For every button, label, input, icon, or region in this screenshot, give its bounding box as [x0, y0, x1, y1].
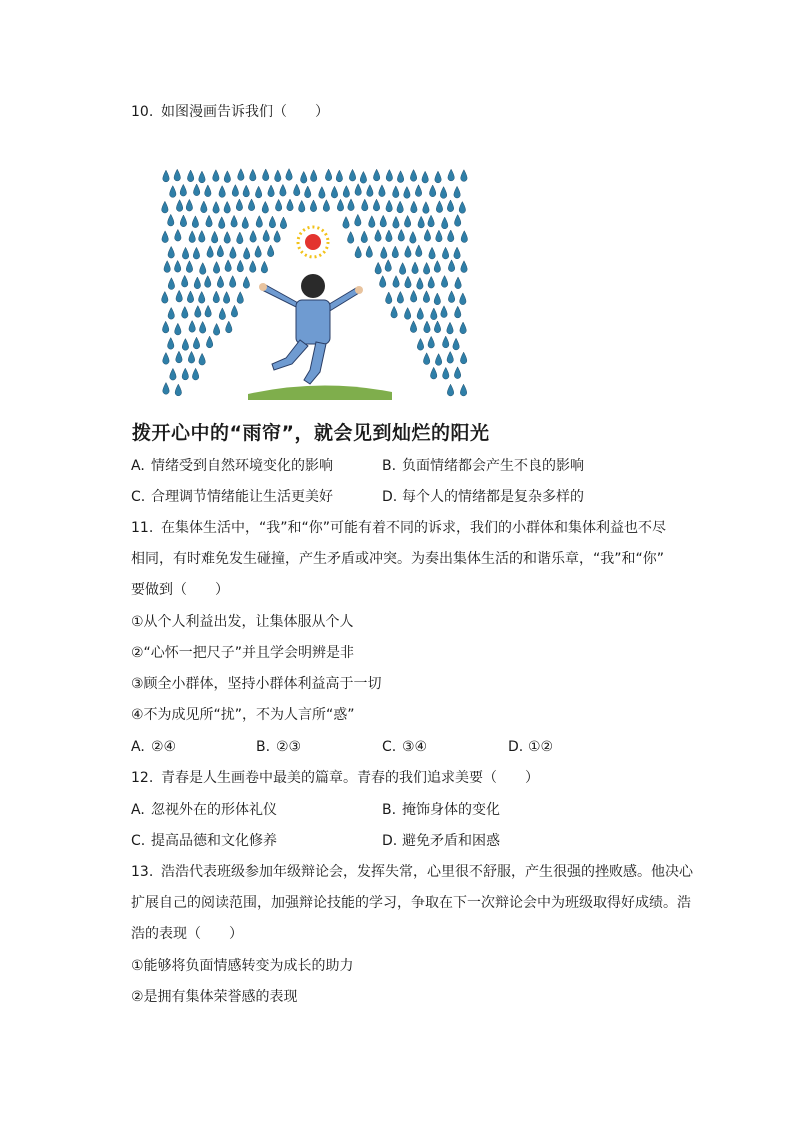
- raindrop: [337, 199, 343, 211]
- raindrop: [175, 229, 181, 241]
- option-text: ③④: [402, 739, 428, 755]
- raindrop: [423, 353, 429, 365]
- raindrop: [199, 353, 205, 365]
- q11-option-b[interactable]: [256, 737, 301, 757]
- raindrop: [448, 291, 454, 303]
- raindrop: [440, 187, 446, 199]
- raindrop: [217, 245, 223, 257]
- q12-option-d[interactable]: [382, 831, 500, 851]
- raindrop: [424, 229, 430, 241]
- raindrop: [386, 292, 392, 304]
- raindrop: [238, 169, 244, 181]
- q10-option-b[interactable]: [382, 456, 584, 476]
- raindrop: [187, 170, 193, 182]
- raindrop: [310, 170, 316, 182]
- raindrop: [232, 185, 238, 197]
- raindrop: [410, 290, 416, 302]
- raindrop: [369, 216, 375, 228]
- raindrop: [404, 308, 410, 320]
- raindrop: [231, 305, 237, 317]
- raindrop: [263, 230, 269, 242]
- option-label: B.: [382, 458, 397, 474]
- raindrop: [386, 200, 392, 212]
- cartoon-caption: 拨开心中的“雨帘”，就会见到灿烂的阳光: [132, 422, 490, 444]
- raindrop: [255, 246, 261, 258]
- raindrop: [349, 169, 355, 181]
- raindrop: [162, 291, 168, 303]
- q13-statement-1: ①能够将负面情感转变为成长的助力: [131, 958, 354, 974]
- raindrop: [355, 184, 361, 196]
- raindrop: [461, 170, 467, 182]
- raindrop: [323, 200, 329, 212]
- raindrop: [168, 307, 174, 319]
- raindrop: [455, 277, 461, 289]
- raindrop: [170, 186, 176, 198]
- option-label: C.: [131, 489, 146, 505]
- raindrop: [418, 216, 424, 228]
- raindrop: [428, 276, 434, 288]
- raindrop: [236, 199, 242, 211]
- raindrop: [213, 262, 219, 274]
- raindrop: [219, 217, 225, 229]
- raindrop: [447, 351, 453, 363]
- q11-statement-2: ②“心怀一把尺子”并且学会明辨是非: [131, 645, 355, 661]
- raindrop: [194, 277, 200, 289]
- raindrop: [448, 169, 454, 181]
- raindrop: [181, 275, 187, 287]
- raindrop: [224, 232, 230, 244]
- jumping-man-figure: [259, 274, 363, 384]
- q11-stem-line-1: [131, 518, 666, 538]
- raindrop: [460, 384, 466, 396]
- q13-statement-2: ②是拥有集体荣誉感的表现: [131, 989, 298, 1005]
- raindrop: [404, 215, 410, 227]
- raindrop: [441, 306, 447, 318]
- raindrop: [423, 202, 429, 214]
- q10-option-c[interactable]: [131, 487, 333, 507]
- raindrop: [381, 247, 387, 259]
- option-label: C.: [382, 739, 397, 755]
- option-text: 负面情绪都会产生不良的影响: [402, 458, 584, 474]
- raindrop: [176, 200, 182, 212]
- option-label: A.: [131, 739, 145, 755]
- raindrop: [385, 260, 391, 272]
- option-text: ①②: [528, 739, 554, 755]
- raindrop: [415, 185, 421, 197]
- option-label: B.: [382, 802, 397, 818]
- option-text: 情绪受到自然环境变化的影响: [151, 458, 333, 474]
- q11-number: 11.: [131, 520, 154, 536]
- raindrop: [256, 216, 262, 228]
- raindrop: [301, 171, 307, 183]
- raindrop: [205, 305, 211, 317]
- raindrop: [206, 215, 212, 227]
- raindrop: [180, 184, 186, 196]
- q10-option-a[interactable]: [131, 456, 333, 476]
- raindrop: [431, 308, 437, 320]
- raindrop: [243, 276, 249, 288]
- raindrop: [343, 217, 349, 229]
- option-label: D.: [382, 833, 398, 849]
- raindrop: [460, 293, 466, 305]
- raindrop: [219, 308, 225, 320]
- raindrop: [168, 246, 174, 258]
- raindrop: [454, 247, 460, 259]
- raindrop: [189, 231, 195, 243]
- raindrop: [393, 186, 399, 198]
- raindrop: [360, 171, 366, 183]
- raindrop: [213, 202, 219, 214]
- raindrop: [310, 200, 316, 212]
- raindrop: [380, 215, 386, 227]
- q11-option-a[interactable]: [131, 737, 176, 757]
- raindrop: [225, 260, 231, 272]
- raindrop: [392, 246, 398, 258]
- raindrop: [199, 321, 205, 333]
- raindrop: [410, 231, 416, 243]
- raindrop: [399, 263, 405, 275]
- raindrop: [325, 169, 331, 181]
- raindrop: [460, 322, 466, 334]
- raindrop: [192, 216, 198, 228]
- rain-curtain-cartoon: [160, 166, 472, 400]
- raindrop: [443, 367, 449, 379]
- raindrop: [250, 169, 256, 181]
- option-label: A.: [131, 458, 145, 474]
- raindrop: [205, 185, 211, 197]
- raindrop: [267, 245, 273, 257]
- raindrop: [386, 169, 392, 181]
- raindrop: [269, 216, 275, 228]
- raindrop: [193, 337, 199, 349]
- raindrop: [411, 201, 417, 213]
- q12-option-a[interactable]: [131, 800, 277, 820]
- raindrop: [180, 215, 186, 227]
- raindrop: [207, 246, 213, 258]
- raindrop: [217, 276, 223, 288]
- q11-stem-line-2: 相同，有时难免发生碰撞，产生矛盾或冲突。为奏出集体生活的和谐乐章，“我”和“你”: [131, 551, 665, 567]
- raindrop: [213, 291, 219, 303]
- raindrop: [162, 321, 168, 333]
- raindrop: [442, 336, 448, 348]
- raindrop: [447, 322, 453, 334]
- raindrop: [393, 276, 399, 288]
- raindrop: [454, 186, 460, 198]
- q13-stem-text: 浩浩代表班级参加年级辩论会，发挥失常，心里很不舒服，产生很强的挫败感。他决心: [161, 864, 693, 880]
- raindrop: [428, 215, 434, 227]
- raindrop: [429, 247, 435, 259]
- raindrop: [199, 291, 205, 303]
- raindrop: [229, 276, 235, 288]
- raindrop: [459, 202, 465, 214]
- raindrop: [361, 231, 367, 243]
- raindrop: [429, 185, 435, 197]
- raindrop: [162, 201, 168, 213]
- raindrop: [299, 200, 305, 212]
- option-text: 提高品德和文化修养: [151, 833, 277, 849]
- raindrop: [199, 171, 205, 183]
- q10-stem-text: 如图漫画告诉我们（ ）: [161, 104, 329, 120]
- raindrop: [176, 351, 182, 363]
- raindrop: [347, 232, 353, 244]
- raindrop: [176, 290, 182, 302]
- raindrop: [375, 262, 381, 274]
- raindrop: [201, 201, 207, 213]
- raindrop: [348, 199, 354, 211]
- raindrop: [436, 201, 442, 213]
- raindrop: [224, 171, 230, 183]
- raindrop: [331, 186, 337, 198]
- raindrop: [193, 247, 199, 259]
- raindrop: [455, 306, 461, 318]
- raindrop: [224, 201, 230, 213]
- raindrop: [275, 170, 281, 182]
- q10-number: 10.: [131, 104, 154, 120]
- raindrop: [261, 261, 267, 273]
- raindrop: [367, 185, 373, 197]
- raindrop: [417, 277, 423, 289]
- raindrop: [189, 321, 195, 333]
- raindrop: [200, 263, 206, 275]
- option-text: 避免矛盾和困惑: [402, 833, 500, 849]
- q11-statement-1: ①从个人利益出发，让集体服从个人: [131, 614, 354, 630]
- raindrop: [163, 353, 169, 365]
- raindrop: [355, 214, 361, 226]
- raindrop: [192, 368, 198, 380]
- raindrop: [434, 321, 440, 333]
- raindrop: [237, 292, 243, 304]
- raindrop: [174, 169, 180, 181]
- option-label: D.: [382, 489, 398, 505]
- raindrop: [186, 261, 192, 273]
- raindrop: [305, 186, 311, 198]
- raindrop: [280, 184, 286, 196]
- q12-stem-text: 青春是人生画卷中最美的篇章。青春的我们追求美要（ ）: [161, 770, 539, 786]
- raindrop: [237, 232, 243, 244]
- raindrop: [263, 169, 269, 181]
- raindrop: [163, 383, 169, 395]
- raindrop: [373, 199, 379, 211]
- raindrop: [417, 308, 423, 320]
- raindrop: [442, 217, 448, 229]
- raindrop: [405, 276, 411, 288]
- option-text: 合理调节情绪能让生活更美好: [151, 489, 333, 505]
- raindrop: [428, 336, 434, 348]
- raindrop: [435, 171, 441, 183]
- raindrop: [163, 170, 169, 182]
- raindrop: [355, 246, 361, 258]
- raindrop: [410, 170, 416, 182]
- raindrop: [416, 245, 422, 257]
- raindrop: [213, 170, 219, 182]
- option-label: A.: [131, 802, 145, 818]
- raindrop: [424, 321, 430, 333]
- option-text: 掩饰身体的变化: [402, 802, 500, 818]
- q13-number: 13.: [131, 864, 154, 880]
- raindrop: [255, 186, 261, 198]
- q11-statement-3: ③顾全小群体，坚持小群体利益高于一切: [131, 676, 382, 692]
- raindrop: [164, 261, 170, 273]
- raindrop: [375, 230, 381, 242]
- raindrop: [199, 230, 205, 242]
- raindrop: [262, 201, 268, 213]
- raindrop: [336, 170, 342, 182]
- raindrop: [168, 214, 174, 226]
- raindrop: [250, 261, 256, 273]
- raindrop: [162, 231, 168, 243]
- q12-option-c[interactable]: [131, 831, 277, 851]
- option-text: ②④: [151, 739, 177, 755]
- raindrop: [423, 262, 429, 274]
- option-label: C.: [131, 833, 146, 849]
- raindrop: [195, 306, 201, 318]
- raindrop: [454, 367, 460, 379]
- raindrop: [391, 306, 397, 318]
- raindrop: [412, 262, 418, 274]
- raindrop: [362, 199, 368, 211]
- raindrop: [186, 199, 192, 211]
- raindrop: [373, 169, 379, 181]
- raindrop: [174, 260, 180, 272]
- raindrop: [343, 186, 349, 198]
- raindrop: [422, 171, 428, 183]
- sun-icon: [298, 227, 328, 257]
- raindrop: [187, 291, 193, 303]
- raindrop: [410, 321, 416, 333]
- raindrop: [223, 292, 229, 304]
- raindrop: [430, 367, 436, 379]
- q12-option-b[interactable]: [382, 800, 500, 820]
- raindrop: [182, 368, 188, 380]
- raindrop: [268, 185, 274, 197]
- raindrop: [454, 215, 460, 227]
- raindrop: [182, 339, 188, 351]
- raindrop: [423, 291, 429, 303]
- raindrop: [168, 278, 174, 290]
- raindrop: [230, 247, 236, 259]
- raindrop: [250, 230, 256, 242]
- option-text: ②③: [276, 739, 302, 755]
- raindrop: [286, 169, 292, 181]
- raindrop: [175, 323, 181, 335]
- raindrop: [219, 186, 225, 198]
- raindrop: [175, 384, 181, 396]
- raindrop: [242, 217, 248, 229]
- raindrop: [435, 354, 441, 366]
- raindrop: [379, 185, 385, 197]
- raindrop: [397, 171, 403, 183]
- raindrop: [461, 261, 467, 273]
- raindrop: [274, 231, 280, 243]
- raindrop: [405, 246, 411, 258]
- q11-statement-4: ④不为成见所“扰”，不为人言所“惑”: [131, 707, 355, 723]
- option-label: D.: [508, 739, 524, 755]
- raindrop: [211, 231, 217, 243]
- raindrop: [448, 230, 454, 242]
- raindrop: [243, 247, 249, 259]
- q10-option-d[interactable]: [382, 487, 584, 507]
- option-text: 忽视外在的形体礼仪: [151, 802, 277, 818]
- raindrop: [213, 323, 219, 335]
- q11-stem-line-3: 要做到（ ）: [131, 582, 229, 598]
- raindrop: [453, 338, 459, 350]
- raindrop: [441, 276, 447, 288]
- raindrop: [294, 184, 300, 196]
- raindrop: [461, 231, 467, 243]
- raindrop: [379, 276, 385, 288]
- raindrop: [170, 368, 176, 380]
- ground-grass: [248, 385, 392, 400]
- raindrop: [397, 201, 403, 213]
- raindrop: [404, 187, 410, 199]
- raindrop: [447, 384, 453, 396]
- raindrop: [460, 352, 466, 364]
- option-text: 每个人的情绪都是复杂多样的: [402, 489, 584, 505]
- raindrop: [182, 306, 188, 318]
- raindrop: [205, 276, 211, 288]
- q13-stem-line-2: 扩展自己的阅读范围，加强辩论技能的学习，争取在下一次辩论会中为班级取得好成绩。浩: [131, 895, 691, 911]
- raindrop: [237, 260, 243, 272]
- raindrop: [168, 338, 174, 350]
- raindrop: [448, 260, 454, 272]
- q12-number: 12.: [131, 770, 154, 786]
- raindrop: [393, 216, 399, 228]
- raindrop: [193, 184, 199, 196]
- raindrop: [226, 321, 232, 333]
- q11-stem-text: 在集体生活中，“我”和“你”可能有着不同的诉求，我们的小群体和集体利益也不尽: [161, 520, 667, 536]
- raindrop: [436, 230, 442, 242]
- q10-stem: [131, 102, 329, 122]
- raindrop: [319, 187, 325, 199]
- raindrop: [188, 351, 194, 363]
- raindrop: [243, 185, 249, 197]
- raindrop: [447, 200, 453, 212]
- raindrop: [182, 247, 188, 259]
- raindrop: [248, 199, 254, 211]
- raindrop: [231, 215, 237, 227]
- raindrop: [434, 293, 440, 305]
- q11-option-d[interactable]: [508, 737, 553, 757]
- q11-option-c[interactable]: [382, 737, 427, 757]
- raindrop: [287, 199, 293, 211]
- option-label: B.: [256, 739, 271, 755]
- raindrop: [366, 246, 372, 258]
- raindrop: [398, 229, 404, 241]
- raindrop: [206, 336, 212, 348]
- q13-stem-line-1: [131, 862, 693, 882]
- q12-stem: [131, 768, 539, 788]
- raindrop: [275, 199, 281, 211]
- raindrop: [386, 230, 392, 242]
- raindrop: [397, 291, 403, 303]
- raindrop: [442, 247, 448, 259]
- q13-stem-line-3: 浩的表现（ ）: [131, 926, 243, 942]
- raindrop: [434, 261, 440, 273]
- raindrop: [280, 217, 286, 229]
- raindrop: [417, 338, 423, 350]
